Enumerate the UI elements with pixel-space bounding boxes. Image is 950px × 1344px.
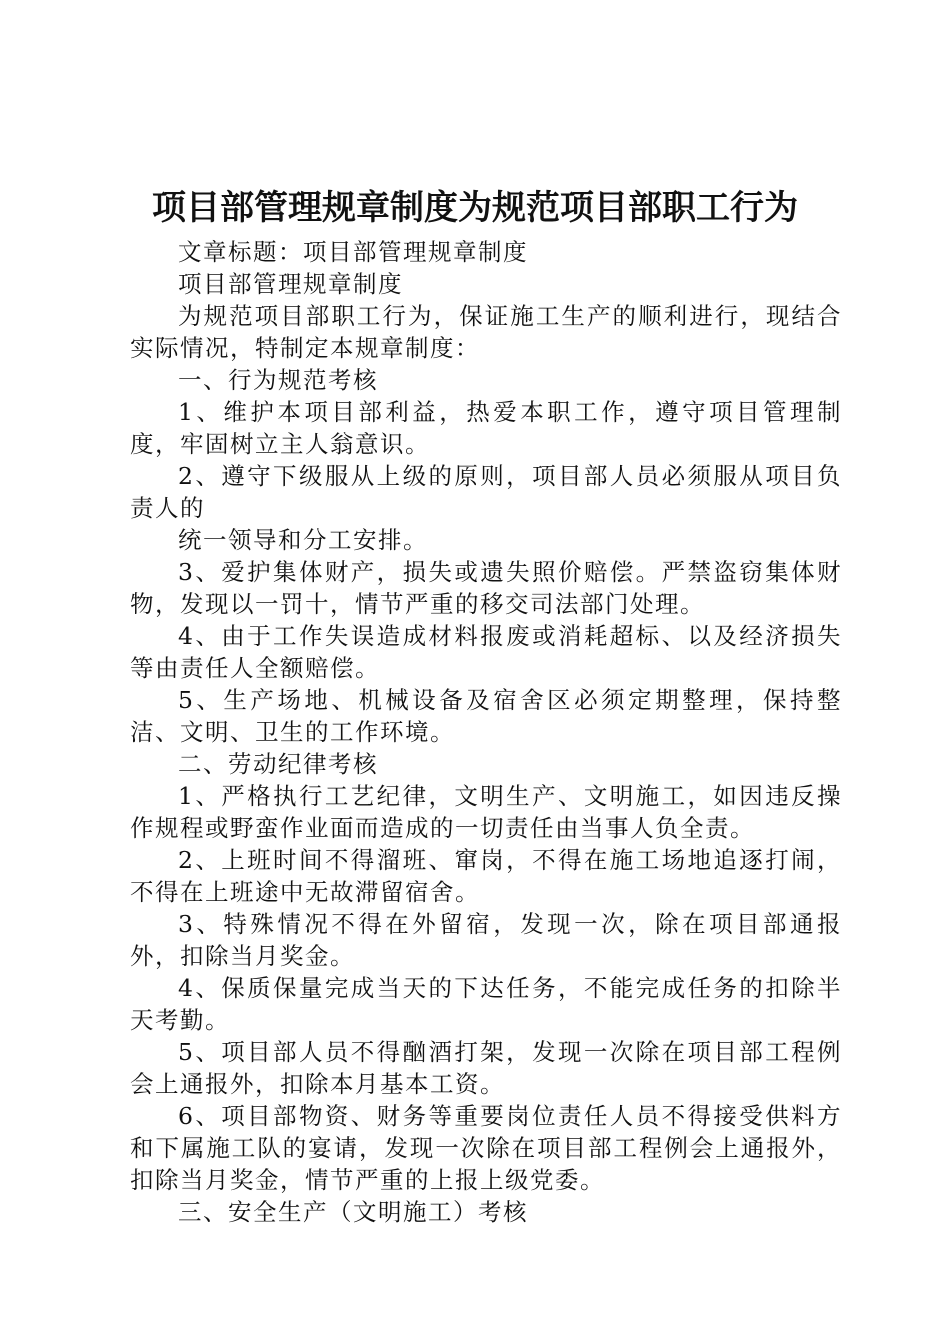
paragraph-item: 3、爱护集体财产，损失或遗失照价赔偿。严禁盗窃集体财物，发现以一罚十，情节严重的移交司法部门处理。 bbox=[130, 558, 842, 618]
document-title: 项目部管理规章制度为规范项目部职工行为 bbox=[152, 188, 798, 228]
section-heading-safety: 三、安全生产（文明施工）考核 bbox=[178, 1198, 528, 1226]
paragraph-item: 4、保质保量完成当天的下达任务，不能完成任务的扣除半天考勤。 bbox=[130, 974, 842, 1034]
section-heading-discipline: 二、劳动纪律考核 bbox=[178, 750, 378, 778]
paragraph-item-continued: 统一领导和分工安排。 bbox=[178, 526, 428, 554]
paragraph-item: 1、维护本项目部利益，热爱本职工作，遵守项目管理制度，牢固树立主人翁意识。 bbox=[130, 398, 842, 458]
paragraph-item: 1、严格执行工艺纪律，文明生产、文明施工，如因违反操作规程或野蛮作业面而造成的一切责任由当事人负全责。 bbox=[130, 782, 842, 842]
paragraph-item: 5、生产场地、机械设备及宿舍区必须定期整理，保持整洁、文明、卫生的工作环境。 bbox=[130, 686, 842, 746]
section-heading-behavior: 一、行为规范考核 bbox=[178, 366, 378, 394]
paragraph-item: 3、特殊情况不得在外留宿，发现一次，除在项目部通报外，扣除当月奖金。 bbox=[130, 910, 842, 970]
paragraph-item: 4、由于工作失误造成材料报废或消耗超标、以及经济损失等由责任人全额赔偿。 bbox=[130, 622, 842, 682]
paragraph-subtitle: 项目部管理规章制度 bbox=[178, 270, 403, 298]
paragraph-article-title: 文章标题：项目部管理规章制度 bbox=[178, 238, 528, 266]
paragraph-intro: 为规范项目部职工行为，保证施工生产的顺利进行，现结合实际情况，特制定本规章制度： bbox=[130, 302, 842, 362]
document-body bbox=[130, 236, 842, 1228]
paragraph-item: 2、遵守下级服从上级的原则，项目部人员必须服从项目负责人的 bbox=[130, 462, 842, 522]
paragraph-item: 2、上班时间不得溜班、窜岗，不得在施工场地追逐打闹，不得在上班途中无故滞留宿舍。 bbox=[130, 846, 842, 906]
paragraph-item: 6、项目部物资、财务等重要岗位责任人员不得接受供料方和下属施工队的宴请，发现一次除在项目部工程例会上通报外，扣除当月奖金，情节严重的上报上级党委。 bbox=[130, 1102, 842, 1194]
paragraph-item: 5、项目部人员不得酗酒打架，发现一次除在项目部工程例会上通报外，扣除本月基本工资。 bbox=[130, 1038, 842, 1098]
